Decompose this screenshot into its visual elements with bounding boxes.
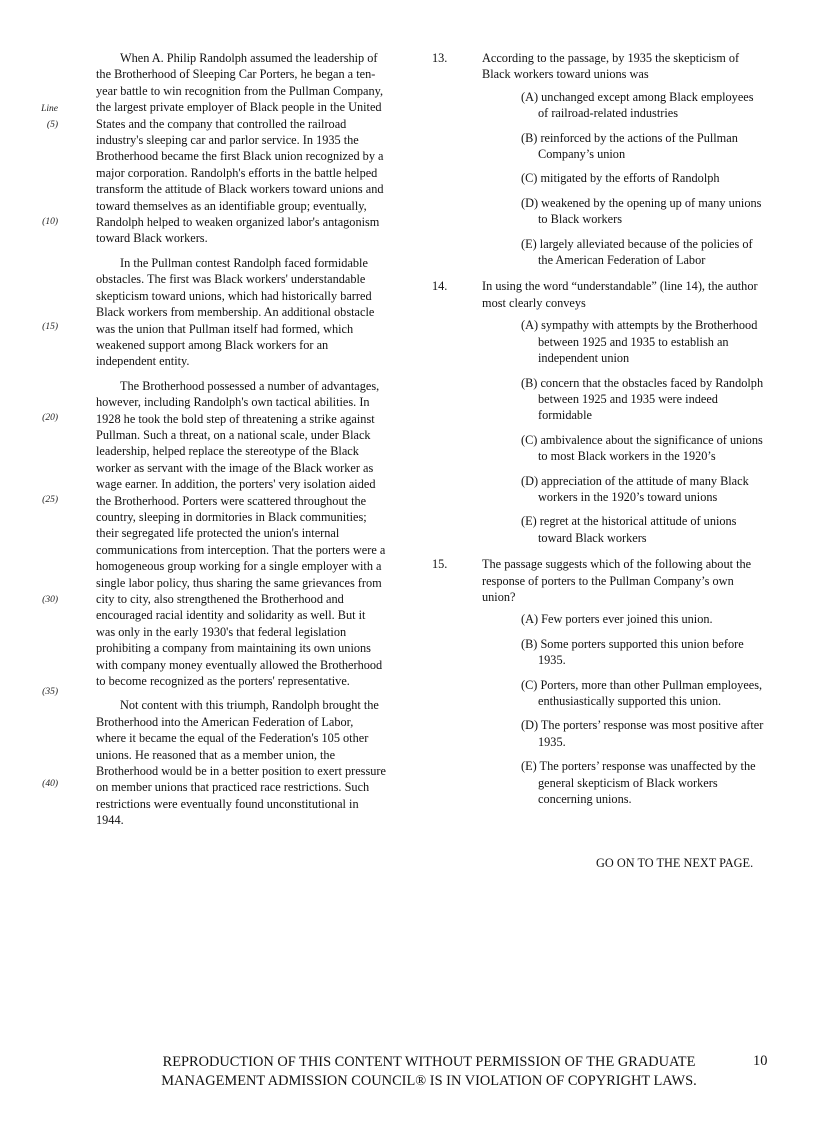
answer-option-b[interactable]: (B) Some porters supported this union before 1935. <box>521 636 744 668</box>
question-stem: The passage suggests which of the following about the response of porters to the Pullman Company’s own union? <box>482 557 752 604</box>
answer-option-d[interactable]: (D) appreciation of the attitude of many Black workers in the 1920’s toward unions <box>521 473 749 504</box>
passage-paragraph-3: The Brotherhood possessed a number of advantages, however, including Randolph's own tactical abilities. In 1928 he took the bold step of threatening a strike against Pullman. Such a threat, on a national scale, under Black leadership, helped replace the stereotype of the Black worker as servant with the image of the Black worker as wage earner. In addition, the porters' very isolation aided the Brotherhood. Porters were scattered throughout the country, sleeping in dormitories in Black communities; their segregated life protected the union's internal communications from interception. That the porters were a homogeneous group working for a single employer with a single labor policy, thus sharing the same grievances from city to city, also strengthened the Brotherhood and encouraged racial identity and solidarity as well. But it was only in the early 1930's that federal legislation prohibiting a company from maintaining its own unions with company money eventually allowed the Brotherhood to become recognized as the porters' representative. <box>96 378 386 689</box>
question-number: 15. <box>432 557 448 572</box>
question-stem: According to the passage, by 1935 the skepticism of Black workers toward unions was <box>482 51 740 82</box>
passage-paragraph-1: When A. Philip Randolph assumed the leadership of the Brotherhood of Sleeping Car Porters, he began a ten-year battle to win recognition from the Pullman Company, the largest private employer of Black people in the United States and the company that controlled the railroad industry's sleeping car and parlor service. In 1935 the Brotherhood became the first Black union recognized by a major corporation. Randolph's efforts in the battle helped transform the attitude of Black workers toward unions and toward themselves as an identifiable group; eventually, Randolph helped to weaken organized labor's antagonism toward Black workers. <box>96 51 384 246</box>
answer-option-b[interactable]: (B) concern that the obstacles faced by Randolph between 1925 and 1935 were indeed formidable <box>521 375 764 423</box>
answer-option-a[interactable]: (A) unchanged except among Black employees of railroad-related industries <box>521 89 754 121</box>
passage-paragraph-2: In the Pullman contest Randolph faced formidable obstacles. The first was Black workers' understandable skepticism toward unions, which had historically barred Black workers from membership. An additional obstacle was the union that Pullman itself had formed, which weakened support among Black workers for an independent entity. <box>96 255 375 369</box>
answer-option-c[interactable]: (C) Porters, more than other Pullman employees, enthusiastically supported this union. <box>521 677 763 708</box>
line-label-25: (25) <box>42 495 58 505</box>
passage-paragraph-4: Not content with this triumph, Randolph brought the Brotherhood into the American Federation of Labor, where it became the equal of the Federation's 105 other unions. He reasoned that as a member union, the Brotherhood would be in a better position to exert pressure on member unions that practiced race restrictions. Such restrictions were eventually found unconstitutional in 1944. <box>96 698 386 828</box>
line-label-30: (30) <box>42 595 58 605</box>
line-label-20: (20) <box>42 413 58 423</box>
line-label-40: (40) <box>42 779 58 789</box>
answer-option-a[interactable]: (A) sympathy with attempts by the Brotherhood between 1925 and 1935 to establish an independent union <box>521 318 758 366</box>
answer-option-e[interactable]: (E) The porters’ response was unaffected by the general skepticism of Black workers concerning unions. <box>521 759 756 807</box>
answer-option-b[interactable]: (B) reinforced by the actions of the Pullman Company’s union <box>521 130 738 162</box>
line-label-10: (10) <box>42 217 58 227</box>
answer-option-e[interactable]: (E) largely alleviated because of the policies of the American Federation of Labor <box>521 236 753 268</box>
answer-option-d[interactable]: (D) weakened by the opening up of many unions to Black workers <box>521 195 762 227</box>
copyright-line-2: MANAGEMENT ADMISSION COUNCIL® IS IN VIOLATION OF COPYRIGHT LAWS. <box>161 1073 697 1089</box>
answer-option-c[interactable]: (C) ambivalence about the significance of unions to most Black workers in the 1920’s <box>521 432 763 464</box>
answer-option-a[interactable]: (A) Few porters ever joined this union. <box>521 612 713 627</box>
go-on-notice: GO ON TO THE NEXT PAGE. <box>596 856 754 870</box>
questions-column <box>432 50 766 817</box>
line-label-15: (15) <box>42 322 58 332</box>
question-13 <box>432 50 766 268</box>
question-number: 14. <box>432 279 448 294</box>
reading-passage <box>96 50 386 837</box>
question-number: 13. <box>432 51 448 65</box>
line-label-5: (5) <box>46 120 58 130</box>
answer-option-e[interactable]: (E) regret at the historical attitude of unions toward Black workers <box>521 514 737 545</box>
copyright-footer <box>109 1053 749 1091</box>
question-14 <box>432 278 766 546</box>
copyright-line-1: REPRODUCTION OF THIS CONTENT WITHOUT PERMISSION OF THE GRADUATE <box>162 1054 696 1070</box>
question-stem: In using the word “understandable” (line 14), the author most clearly conveys <box>482 279 758 310</box>
answer-option-d[interactable]: (D) The porters’ response was most positive after 1935. <box>521 718 764 749</box>
page-number: 10 <box>753 1053 768 1069</box>
line-label-line: Line <box>41 104 58 114</box>
answer-option-c[interactable]: (C) mitigated by the efforts of Randolph <box>521 171 720 186</box>
question-15 <box>432 556 766 807</box>
line-label-35: (35) <box>42 687 58 697</box>
